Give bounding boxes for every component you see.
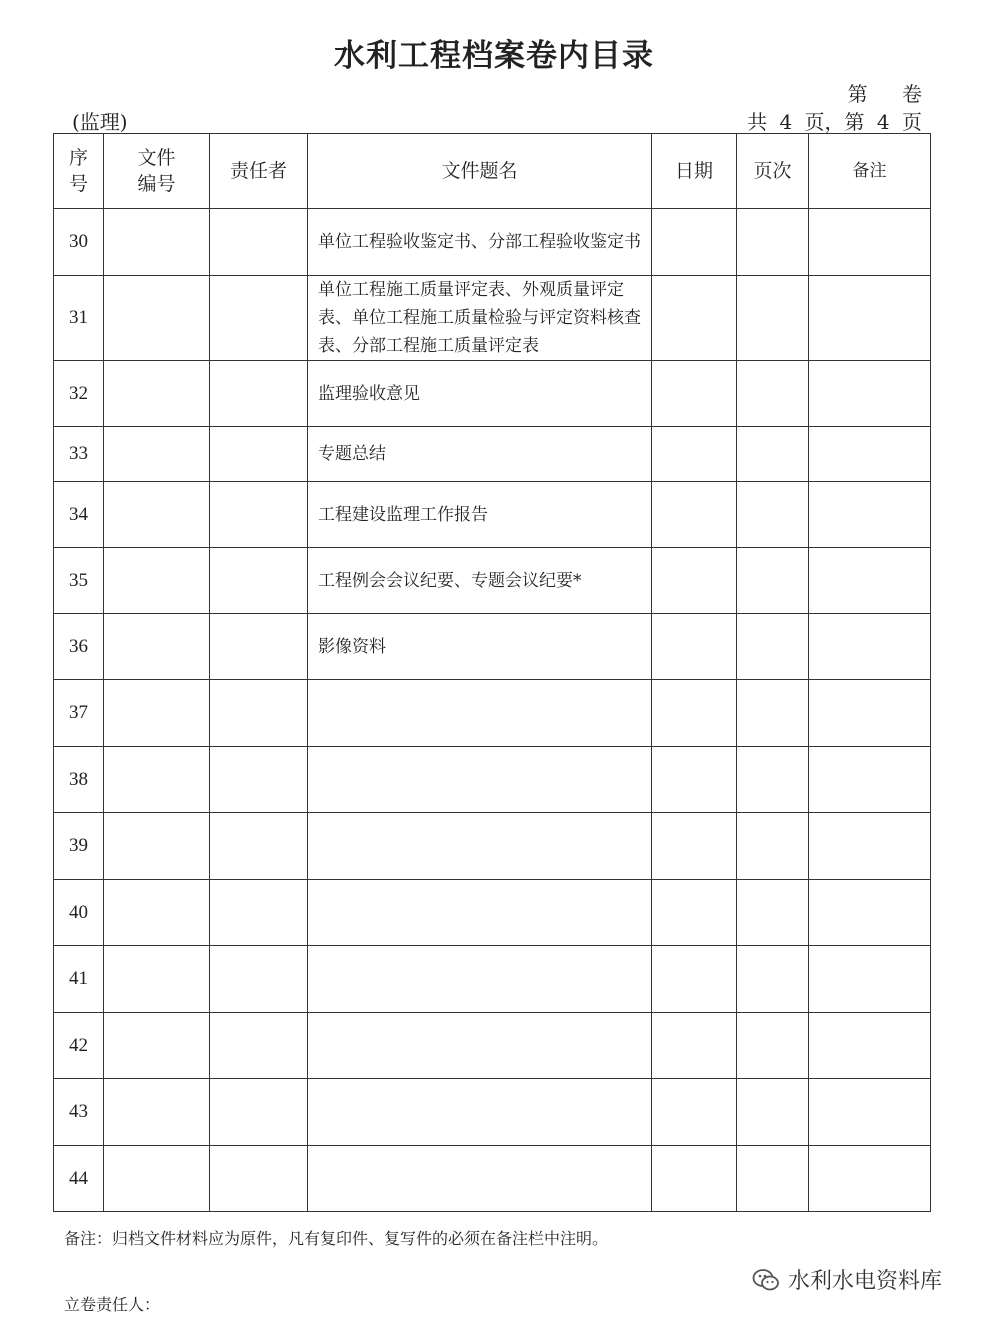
- cell-remarks: [809, 209, 931, 276]
- table-row: [54, 680, 931, 747]
- cell-responsible: [210, 1013, 308, 1079]
- cell-file-name: [308, 813, 652, 880]
- cell-no: 30: [54, 209, 104, 276]
- cell-file-no: [104, 548, 210, 614]
- cell-remarks: [809, 747, 931, 813]
- cell-responsible: [210, 276, 308, 361]
- cell-page: [737, 361, 809, 427]
- cell-file-name: [308, 747, 652, 813]
- cell-responsible: [210, 880, 308, 946]
- cell-remarks: [809, 1079, 931, 1146]
- cell-responsible: [210, 1079, 308, 1146]
- cell-file-no: [104, 276, 210, 361]
- page-info: 共 4 页，第 4 页: [747, 110, 922, 134]
- cell-file-no: [104, 1079, 210, 1146]
- table-row: [54, 1013, 931, 1079]
- header-responsible: 责任者: [210, 134, 308, 209]
- cell-no: 42: [54, 1013, 104, 1079]
- cell-no: 38: [54, 747, 104, 813]
- table-row: [54, 946, 931, 1013]
- table-row: [54, 361, 931, 427]
- cell-responsible: [210, 813, 308, 880]
- category-label: (监理): [72, 110, 128, 134]
- cell-responsible: [210, 1146, 308, 1212]
- header-file-no: 文件编号: [104, 134, 210, 209]
- table-row: [54, 1146, 931, 1212]
- document-title: 水利工程档案卷内目录: [334, 38, 654, 74]
- cell-file-no: [104, 614, 210, 680]
- cell-no: 31: [54, 276, 104, 361]
- cell-file-no: [104, 747, 210, 813]
- cell-remarks: [809, 548, 931, 614]
- cell-remarks: [809, 680, 931, 747]
- cell-no: 32: [54, 361, 104, 427]
- cell-date: [652, 482, 737, 548]
- cell-file-name: 工程建设监理工作报告: [308, 482, 652, 548]
- cell-file-name: 专题总结: [308, 427, 652, 482]
- cell-remarks: [809, 614, 931, 680]
- cell-page: [737, 747, 809, 813]
- cell-no: 35: [54, 548, 104, 614]
- cell-responsible: [210, 209, 308, 276]
- cell-file-name: 影像资料: [308, 614, 652, 680]
- cell-no: 43: [54, 1079, 104, 1146]
- cell-file-name: [308, 680, 652, 747]
- cell-no: 37: [54, 680, 104, 747]
- cell-date: [652, 680, 737, 747]
- cell-page: [737, 880, 809, 946]
- cell-no: 33: [54, 427, 104, 482]
- cell-date: [652, 548, 737, 614]
- cell-page: [737, 548, 809, 614]
- cell-page: [737, 614, 809, 680]
- cell-file-name: 单位工程验收鉴定书、分部工程验收鉴定书: [308, 209, 652, 276]
- cell-page: [737, 680, 809, 747]
- cell-page: [737, 813, 809, 880]
- header-page: 页次: [737, 134, 809, 209]
- cell-page: [737, 1013, 809, 1079]
- table-row: [54, 427, 931, 482]
- cell-page: [737, 276, 809, 361]
- cell-remarks: [809, 1013, 931, 1079]
- footer-note: 备注：归档文件材料应为原件，凡有复印件、复写件的必须在备注栏中注明。: [64, 1229, 609, 1248]
- cell-remarks: [809, 361, 931, 427]
- cell-page: [737, 427, 809, 482]
- cell-responsible: [210, 614, 308, 680]
- cell-page: [737, 209, 809, 276]
- cell-responsible: [210, 946, 308, 1013]
- cell-no: 41: [54, 946, 104, 1013]
- header-row: [54, 134, 931, 209]
- cell-date: [652, 946, 737, 1013]
- cell-no: 36: [54, 614, 104, 680]
- cell-no: 34: [54, 482, 104, 548]
- cell-file-no: [104, 427, 210, 482]
- header-remarks: 备注: [809, 134, 931, 209]
- cell-responsible: [210, 427, 308, 482]
- wechat-icon: [752, 1267, 780, 1293]
- cell-responsible: [210, 361, 308, 427]
- table-row: [54, 209, 931, 276]
- table-row: [54, 614, 931, 680]
- cell-remarks: [809, 880, 931, 946]
- cell-date: [652, 276, 737, 361]
- catalog-table: [53, 133, 931, 1212]
- cell-file-no: [104, 813, 210, 880]
- cell-file-no: [104, 880, 210, 946]
- table-row: [54, 276, 931, 361]
- cell-file-name: 监理验收意见: [308, 361, 652, 427]
- cell-date: [652, 1079, 737, 1146]
- cell-date: [652, 427, 737, 482]
- cell-page: [737, 482, 809, 548]
- cell-remarks: [809, 813, 931, 880]
- header-date: 日期: [652, 134, 737, 209]
- cell-date: [652, 614, 737, 680]
- cell-remarks: [809, 482, 931, 548]
- cell-file-no: [104, 1013, 210, 1079]
- cell-date: [652, 880, 737, 946]
- cell-file-no: [104, 946, 210, 1013]
- cell-remarks: [809, 427, 931, 482]
- cell-file-name: [308, 1013, 652, 1079]
- cell-date: [652, 1013, 737, 1079]
- cell-remarks: [809, 276, 931, 361]
- table-row: [54, 482, 931, 548]
- cell-remarks: [809, 946, 931, 1013]
- cell-responsible: [210, 548, 308, 614]
- cell-date: [652, 813, 737, 880]
- cell-file-no: [104, 361, 210, 427]
- cell-no: 39: [54, 813, 104, 880]
- cell-remarks: [809, 1146, 931, 1212]
- header-no: 序号: [54, 134, 104, 209]
- table-row: [54, 880, 931, 946]
- cell-responsible: [210, 680, 308, 747]
- cell-no: 44: [54, 1146, 104, 1212]
- header-file-name: 文件题名: [308, 134, 652, 209]
- cell-page: [737, 1146, 809, 1212]
- cell-file-name: [308, 1146, 652, 1212]
- cell-no: 40: [54, 880, 104, 946]
- cell-file-no: [104, 209, 210, 276]
- cell-page: [737, 946, 809, 1013]
- signer-label: 立卷责任人：: [64, 1295, 161, 1314]
- cell-date: [652, 209, 737, 276]
- cell-file-name: 工程例会会议纪要、专题会议纪要*: [308, 548, 652, 614]
- table-row: [54, 548, 931, 614]
- watermark-text: 水利水电资料库: [788, 1269, 943, 1294]
- cell-file-no: [104, 1146, 210, 1212]
- cell-file-name: [308, 946, 652, 1013]
- cell-date: [652, 747, 737, 813]
- table-row: [54, 747, 931, 813]
- cell-responsible: [210, 482, 308, 548]
- watermark: [752, 1264, 942, 1295]
- cell-date: [652, 361, 737, 427]
- cell-file-name: 单位工程施工质量评定表、外观质量评定表、单位工程施工质量检验与评定资料核查表、分部工程施工质量评定表: [308, 276, 652, 361]
- cell-file-no: [104, 482, 210, 548]
- cell-page: [737, 1079, 809, 1146]
- table-row: [54, 813, 931, 880]
- cell-date: [652, 1146, 737, 1212]
- table-row: [54, 1079, 931, 1146]
- cell-file-name: [308, 1079, 652, 1146]
- cell-file-name: [308, 880, 652, 946]
- cell-responsible: [210, 747, 308, 813]
- cell-file-no: [104, 680, 210, 747]
- volume-label: 第 卷: [847, 82, 922, 106]
